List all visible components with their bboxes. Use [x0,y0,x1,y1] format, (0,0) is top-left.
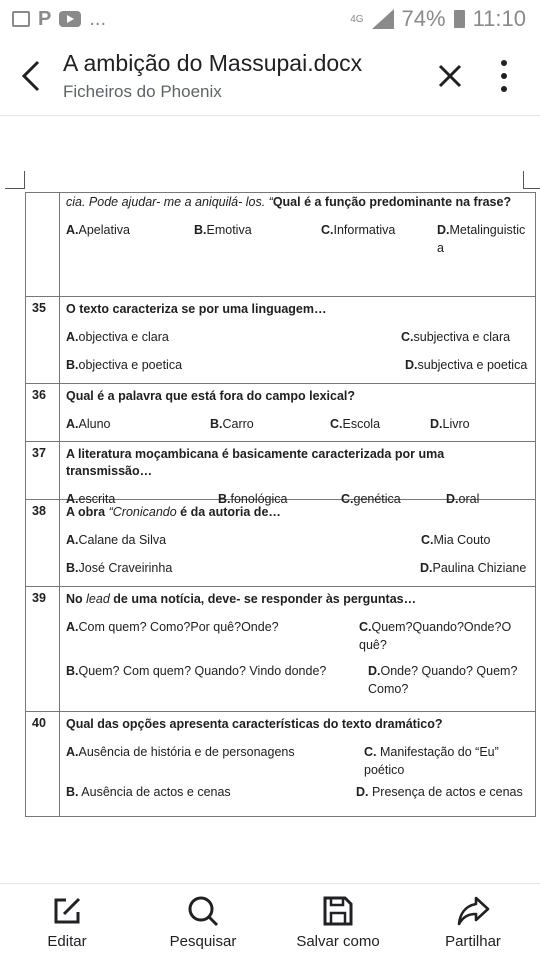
option-a: A.objectiva e clara [66,330,169,344]
option-d: D.Metalinguistic a [437,223,526,255]
options-row [66,356,529,374]
options-row [66,662,529,698]
questions-table [25,192,536,817]
youtube-icon [59,11,81,27]
option-d: D.subjectiva e poetica [405,358,528,372]
option-a: A.Ausência de história e de personagens [66,745,295,759]
search-button[interactable] [148,894,258,950]
option-a: A.Calane da Silva [66,533,167,547]
document-title: A ambição do Massupai.docx [63,50,363,76]
option-b: B.fonológica [218,492,288,506]
more-options-button[interactable] [494,58,514,94]
option-b: B.José Craveirinha [66,561,173,575]
notification-icons [12,8,106,31]
table-row [25,712,536,817]
table-row [25,442,536,506]
table-row [25,587,536,712]
search-label: Pesquisar [169,933,237,950]
option-b: B.Emotiva [194,223,252,237]
crop-mark [5,188,25,189]
more-notifications: ... [89,7,107,30]
option-c: C.genética [341,492,401,506]
back-button[interactable] [14,56,48,96]
option-c: C.subjectiva e clara [401,330,511,344]
crop-mark [24,171,25,189]
question-number [26,193,60,296]
options-row [66,531,529,549]
battery-icon [454,10,465,28]
question-number: 37 [26,442,60,499]
clock: 11:10 [472,6,526,31]
options-row [66,743,529,779]
option-c: C.Escola [330,417,381,431]
arrow-left-icon [18,59,44,93]
share-button[interactable] [418,894,528,950]
question-text: O texto caracteriza se por uma linguagem… [66,302,327,316]
option-d: D.Onde? Quando? Quem? Como? [368,664,518,696]
option-b: B.Carro [210,417,254,431]
option-d: D. Presença de actos e cenas [356,785,523,799]
network-type: 4G [350,13,364,25]
status-bar [0,0,540,38]
option-c: C. Manifestação do “Eu” poético [364,745,499,777]
close-button[interactable] [434,60,466,92]
table-row [25,384,536,442]
options-row [66,559,529,577]
system-status [350,6,526,32]
search-icon [186,894,220,928]
option-c: C.Mia Couto [421,533,491,547]
bottom-toolbar [0,883,540,960]
options-row [66,328,529,346]
options-row [66,490,529,508]
question-number: 38 [26,500,60,586]
option-c: C.Informativa [321,223,396,237]
question-text: No lead de uma notícia, deve- se responder às perguntas… [66,592,417,606]
crop-mark [523,188,540,189]
crop-mark [523,171,524,189]
more-vert-icon [501,60,507,66]
table-row [25,500,536,587]
p-app-icon: P [38,7,52,30]
question-number: 39 [26,587,60,711]
question-text: Qual é a palavra que está fora do campo lexical? [66,389,356,403]
table-row [25,297,536,384]
question-text: A literatura moçambicana é basicamente caracterizada por uma transmissão… [66,447,445,478]
save-icon [321,894,355,928]
option-c: C.Quem?Quando?Onde?O quê? [359,620,512,652]
options [66,221,529,257]
table-row [25,193,536,297]
document-viewer[interactable] [0,117,540,883]
question-number: 40 [26,712,60,816]
save-as-button[interactable] [283,894,393,950]
edit-label: Editar [47,933,87,950]
options-row [66,415,529,433]
edit-icon [50,894,84,928]
share-label: Partilhar [445,933,501,950]
option-b: B.objectiva e poetica [66,358,183,372]
options-row [66,618,529,654]
option-a: A.Apelativa [66,223,130,237]
question-number: 36 [26,384,60,441]
option-d: D.Paulina Chiziane [420,561,527,575]
option-b: B. Ausência de actos e cenas [66,785,231,799]
close-icon [434,60,466,92]
question-text: cia. Pode ajudar- me a aniquilá- los. “Qual é a função predominante na frase? [66,195,512,209]
question-number: 35 [26,297,60,383]
signal-icon [372,9,394,29]
option-a: A.Aluno [66,417,111,431]
save-as-label: Salvar como [296,933,380,950]
option-a: A.escrita [66,492,116,506]
option-b: B.Quem? Com quem? Quando? Vindo donde? [66,664,327,678]
option-a: A.Com quem? Como?Por quê?Onde? [66,620,279,634]
battery-percent: 74% [401,6,446,31]
question-text: Qual das opções apresenta características do texto dramático? [66,717,443,731]
app-header [0,38,540,116]
options-row [66,783,529,801]
edit-button[interactable] [12,894,122,950]
option-d: D.Livro [430,417,470,431]
document-location: Ficheiros do Phoenix [63,82,222,101]
question-text: A obra “Cronicando é da autoria de… [66,505,281,519]
share-icon [456,894,490,928]
image-icon [12,11,30,27]
option-d: D.oral [446,492,480,506]
